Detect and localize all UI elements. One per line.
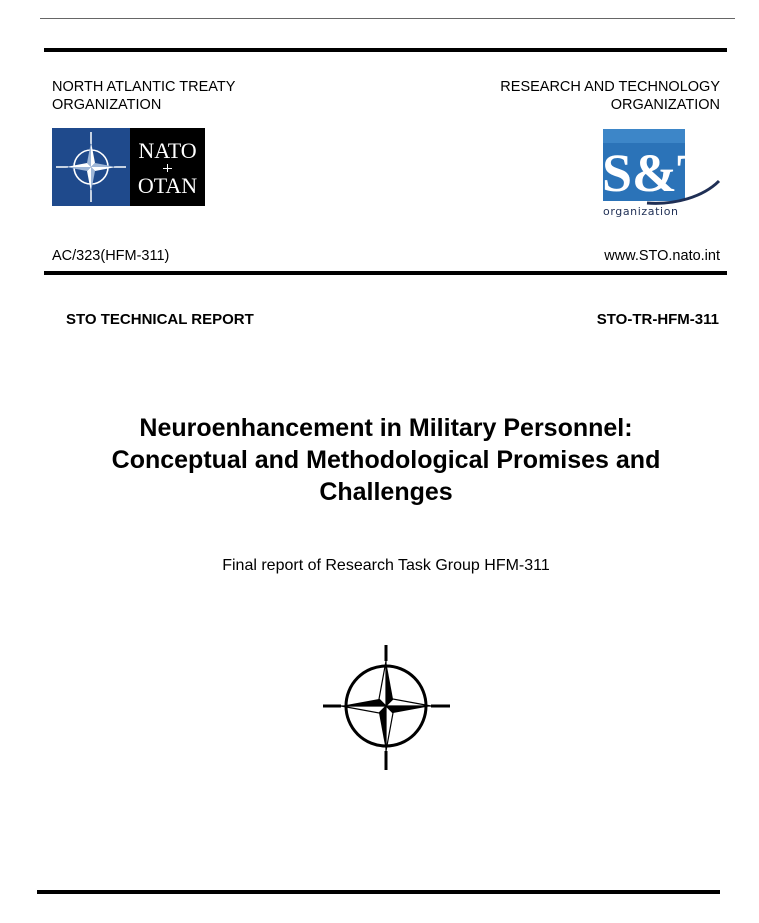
nato-otan-logo <box>52 128 205 206</box>
sto-logo-text: S&T <box>602 143 714 203</box>
report-title <box>40 412 732 508</box>
rto-org-name-line2: ORGANIZATION <box>610 97 720 113</box>
reference-code: AC/323(HFM-311) <box>52 248 170 264</box>
footer-rule <box>37 890 720 894</box>
otan-word: OTAN <box>137 173 198 198</box>
report-subtitle: Final report of Research Task Group HFM-311 <box>222 557 550 574</box>
nato-org-name-line1: NORTH ATLANTIC TREATY <box>52 79 236 95</box>
report-title-line1: Neuroenhancement in Military Personnel: <box>139 414 633 442</box>
report-title-line3: Challenges <box>319 478 453 506</box>
report-title-line2: Conceptual and Methodological Promises and <box>111 446 661 474</box>
rto-org-name-line1: RESEARCH AND TECHNOLOGY <box>500 79 720 95</box>
top-thin-rule <box>40 18 735 19</box>
sto-logo-subtext: organization <box>603 205 679 218</box>
nato-logo-blue-panel <box>52 128 130 206</box>
report-number: STO-TR-HFM-311 <box>596 311 719 328</box>
nato-otan-divider-cross <box>163 168 172 169</box>
report-type-label: STO TECHNICAL REPORT <box>66 311 254 328</box>
nato-org-name-line2: ORGANIZATION <box>52 97 162 113</box>
top-thick-rule <box>44 48 727 52</box>
nato-compass-rose-icon <box>320 643 452 773</box>
header-bottom-rule <box>44 271 727 275</box>
website-link[interactable]: www.STO.nato.int <box>604 248 720 264</box>
nato-word: NATO <box>138 138 197 163</box>
nato-star-white-icon <box>52 128 130 206</box>
